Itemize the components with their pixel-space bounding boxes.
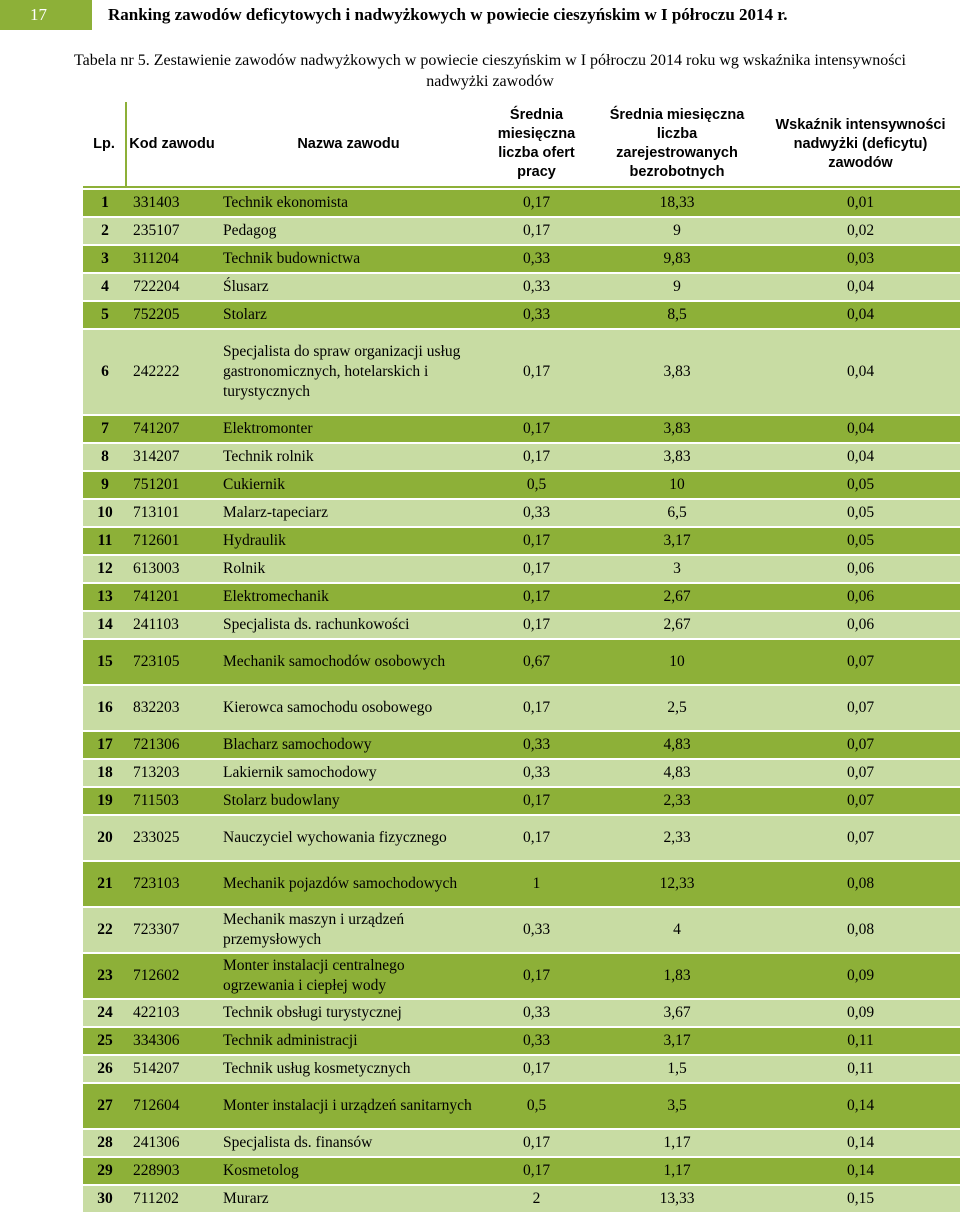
cell-bezrobotni: 3,83 — [593, 444, 761, 470]
cell-wskaznik: 0,04 — [761, 330, 960, 414]
cell-wskaznik: 0,08 — [761, 908, 960, 952]
table-row — [83, 1158, 960, 1184]
cell-lp: 15 — [83, 640, 127, 684]
cell-wskaznik: 0,07 — [761, 760, 960, 786]
column-header-wskaznik: Wskaźnik intensywności nadwyżki (deficytu) zawodów — [761, 102, 960, 188]
cell-kod: 235107 — [127, 218, 217, 244]
cell-nazwa: Hydraulik — [217, 528, 480, 554]
cell-wskaznik: 0,11 — [761, 1028, 960, 1054]
table-row — [83, 732, 960, 758]
cell-lp: 24 — [83, 1000, 127, 1026]
cell-kod: 334306 — [127, 1028, 217, 1054]
cell-lp: 23 — [83, 954, 127, 998]
cell-oferty: 0,33 — [480, 760, 593, 786]
cell-bezrobotni: 4,83 — [593, 760, 761, 786]
cell-wskaznik: 0,08 — [761, 862, 960, 906]
cell-bezrobotni: 3,17 — [593, 528, 761, 554]
cell-wskaznik: 0,06 — [761, 612, 960, 638]
table-row — [83, 556, 960, 582]
cell-oferty: 0,17 — [480, 954, 593, 998]
cell-lp: 2 — [83, 218, 127, 244]
cell-kod: 741207 — [127, 416, 217, 442]
cell-nazwa: Monter instalacji i urządzeń sanitarnych — [217, 1084, 480, 1128]
cell-bezrobotni: 1,83 — [593, 954, 761, 998]
cell-oferty: 0,33 — [480, 732, 593, 758]
table-row — [83, 444, 960, 470]
cell-lp: 26 — [83, 1056, 127, 1082]
cell-kod: 712604 — [127, 1084, 217, 1128]
cell-bezrobotni: 3,83 — [593, 416, 761, 442]
cell-oferty: 0,17 — [480, 816, 593, 860]
cell-bezrobotni: 18,33 — [593, 190, 761, 216]
table-row — [83, 1130, 960, 1156]
cell-kod: 722204 — [127, 274, 217, 300]
cell-lp: 6 — [83, 330, 127, 414]
cell-kod: 741201 — [127, 584, 217, 610]
cell-bezrobotni: 6,5 — [593, 500, 761, 526]
cell-nazwa: Mechanik samochodów osobowych — [217, 640, 480, 684]
cell-lp: 16 — [83, 686, 127, 730]
cell-wskaznik: 0,09 — [761, 1000, 960, 1026]
cell-kod: 721306 — [127, 732, 217, 758]
cell-nazwa: Mechanik maszyn i urządzeń przemysłowych — [217, 908, 480, 952]
cell-oferty: 0,17 — [480, 1056, 593, 1082]
cell-oferty: 0,33 — [480, 1000, 593, 1026]
cell-oferty: 0,17 — [480, 1130, 593, 1156]
cell-oferty: 0,17 — [480, 584, 593, 610]
cell-kod: 331403 — [127, 190, 217, 216]
cell-oferty: 0,5 — [480, 472, 593, 498]
cell-lp: 19 — [83, 788, 127, 814]
cell-oferty: 2 — [480, 1186, 593, 1212]
column-header-oferty: Średnia miesięczna liczba ofert pracy — [480, 102, 593, 188]
table-row — [83, 954, 960, 998]
cell-kod: 712601 — [127, 528, 217, 554]
cell-bezrobotni: 13,33 — [593, 1186, 761, 1212]
cell-nazwa: Specjalista ds. finansów — [217, 1130, 480, 1156]
table-row — [83, 330, 960, 414]
cell-nazwa: Technik rolnik — [217, 444, 480, 470]
cell-oferty: 0,33 — [480, 274, 593, 300]
cell-bezrobotni: 10 — [593, 472, 761, 498]
cell-oferty: 0,33 — [480, 908, 593, 952]
page-header — [0, 0, 960, 30]
cell-lp: 17 — [83, 732, 127, 758]
table-row — [83, 1028, 960, 1054]
cell-bezrobotni: 2,67 — [593, 584, 761, 610]
table-row — [83, 816, 960, 860]
cell-wskaznik: 0,09 — [761, 954, 960, 998]
table-body — [83, 190, 960, 1212]
cell-lp: 29 — [83, 1158, 127, 1184]
document-title: Ranking zawodów deficytowych i nadwyżkowych w powiecie cieszyńskim w I półroczu 2014 r. — [108, 5, 788, 24]
cell-nazwa: Stolarz budowlany — [217, 788, 480, 814]
cell-lp: 8 — [83, 444, 127, 470]
cell-lp: 5 — [83, 302, 127, 328]
cell-lp: 22 — [83, 908, 127, 952]
cell-nazwa: Elektromechanik — [217, 584, 480, 610]
table-row — [83, 416, 960, 442]
column-header-bezrobotni: Średnia miesięczna liczba zarejestrowanych bezrobotnych — [593, 102, 761, 188]
cell-oferty: 0,33 — [480, 500, 593, 526]
cell-wskaznik: 0,02 — [761, 218, 960, 244]
cell-lp: 21 — [83, 862, 127, 906]
cell-bezrobotni: 3,17 — [593, 1028, 761, 1054]
table-row — [83, 686, 960, 730]
table-row — [83, 908, 960, 952]
cell-lp: 13 — [83, 584, 127, 610]
cell-wskaznik: 0,11 — [761, 1056, 960, 1082]
cell-oferty: 0,17 — [480, 218, 593, 244]
table-row — [83, 862, 960, 906]
cell-lp: 18 — [83, 760, 127, 786]
cell-oferty: 0,17 — [480, 190, 593, 216]
cell-lp: 20 — [83, 816, 127, 860]
table-row — [83, 246, 960, 272]
cell-oferty: 0,17 — [480, 528, 593, 554]
cell-lp: 7 — [83, 416, 127, 442]
cell-bezrobotni: 9 — [593, 274, 761, 300]
cell-nazwa: Ślusarz — [217, 274, 480, 300]
cell-bezrobotni: 9 — [593, 218, 761, 244]
column-header-lp: Lp. — [83, 102, 127, 188]
cell-kod: 751201 — [127, 472, 217, 498]
cell-wskaznik: 0,05 — [761, 472, 960, 498]
cell-kod: 713203 — [127, 760, 217, 786]
page-number: 17 — [0, 0, 92, 30]
table-row — [83, 1084, 960, 1128]
cell-nazwa: Cukiernik — [217, 472, 480, 498]
cell-bezrobotni: 3 — [593, 556, 761, 582]
cell-bezrobotni: 10 — [593, 640, 761, 684]
cell-oferty: 0,67 — [480, 640, 593, 684]
cell-wskaznik: 0,07 — [761, 732, 960, 758]
cell-oferty: 0,17 — [480, 686, 593, 730]
cell-wskaznik: 0,07 — [761, 788, 960, 814]
cell-oferty: 0,17 — [480, 416, 593, 442]
cell-kod: 723103 — [127, 862, 217, 906]
cell-nazwa: Elektromonter — [217, 416, 480, 442]
cell-kod: 752205 — [127, 302, 217, 328]
surplus-occupations-table — [83, 100, 960, 1214]
cell-nazwa: Specjalista ds. rachunkowości — [217, 612, 480, 638]
table-row — [83, 302, 960, 328]
cell-bezrobotni: 3,5 — [593, 1084, 761, 1128]
column-header-nazwa: Nazwa zawodu — [217, 102, 480, 188]
cell-bezrobotni: 3,67 — [593, 1000, 761, 1026]
cell-bezrobotni: 9,83 — [593, 246, 761, 272]
cell-wskaznik: 0,04 — [761, 302, 960, 328]
cell-wskaznik: 0,07 — [761, 640, 960, 684]
cell-bezrobotni: 4 — [593, 908, 761, 952]
cell-kod: 241103 — [127, 612, 217, 638]
cell-wskaznik: 0,05 — [761, 500, 960, 526]
cell-lp: 28 — [83, 1130, 127, 1156]
cell-bezrobotni: 2,33 — [593, 816, 761, 860]
table-row — [83, 612, 960, 638]
cell-lp: 3 — [83, 246, 127, 272]
cell-wskaznik: 0,14 — [761, 1130, 960, 1156]
table-row — [83, 472, 960, 498]
cell-lp: 4 — [83, 274, 127, 300]
cell-oferty: 0,17 — [480, 1158, 593, 1184]
cell-bezrobotni: 2,5 — [593, 686, 761, 730]
cell-nazwa: Blacharz samochodowy — [217, 732, 480, 758]
cell-kod: 241306 — [127, 1130, 217, 1156]
cell-bezrobotni: 3,83 — [593, 330, 761, 414]
cell-wskaznik: 0,05 — [761, 528, 960, 554]
cell-oferty: 0,17 — [480, 612, 593, 638]
table-row — [83, 1056, 960, 1082]
cell-kod: 311204 — [127, 246, 217, 272]
cell-kod: 228903 — [127, 1158, 217, 1184]
table-row — [83, 1000, 960, 1026]
column-header-kod: Kod zawodu — [127, 102, 217, 188]
cell-bezrobotni: 4,83 — [593, 732, 761, 758]
cell-lp: 11 — [83, 528, 127, 554]
cell-bezrobotni: 2,67 — [593, 612, 761, 638]
cell-oferty: 0,17 — [480, 788, 593, 814]
table-row — [83, 528, 960, 554]
cell-wskaznik: 0,06 — [761, 556, 960, 582]
table-row — [83, 218, 960, 244]
table-row — [83, 584, 960, 610]
cell-nazwa: Monter instalacji centralnego ogrzewania i ciepłej wody — [217, 954, 480, 998]
cell-wskaznik: 0,07 — [761, 686, 960, 730]
table-row — [83, 500, 960, 526]
cell-nazwa: Mechanik pojazdów samochodowych — [217, 862, 480, 906]
cell-wskaznik: 0,04 — [761, 444, 960, 470]
cell-nazwa: Nauczyciel wychowania fizycznego — [217, 816, 480, 860]
cell-bezrobotni: 12,33 — [593, 862, 761, 906]
cell-lp: 1 — [83, 190, 127, 216]
cell-oferty: 0,17 — [480, 556, 593, 582]
cell-bezrobotni: 2,33 — [593, 788, 761, 814]
cell-nazwa: Stolarz — [217, 302, 480, 328]
cell-wskaznik: 0,03 — [761, 246, 960, 272]
cell-bezrobotni: 1,17 — [593, 1130, 761, 1156]
cell-nazwa: Pedagog — [217, 218, 480, 244]
table-row — [83, 788, 960, 814]
cell-nazwa: Malarz-tapeciarz — [217, 500, 480, 526]
cell-kod: 242222 — [127, 330, 217, 414]
cell-bezrobotni: 1,5 — [593, 1056, 761, 1082]
cell-lp: 12 — [83, 556, 127, 582]
cell-nazwa: Rolnik — [217, 556, 480, 582]
cell-wskaznik: 0,01 — [761, 190, 960, 216]
cell-kod: 514207 — [127, 1056, 217, 1082]
cell-kod: 712602 — [127, 954, 217, 998]
cell-nazwa: Murarz — [217, 1186, 480, 1212]
cell-oferty: 0,33 — [480, 1028, 593, 1054]
cell-lp: 30 — [83, 1186, 127, 1212]
cell-nazwa: Technik obsługi turystycznej — [217, 1000, 480, 1026]
cell-kod: 711503 — [127, 788, 217, 814]
cell-oferty: 0,33 — [480, 246, 593, 272]
cell-wskaznik: 0,14 — [761, 1084, 960, 1128]
cell-wskaznik: 0,14 — [761, 1158, 960, 1184]
cell-kod: 832203 — [127, 686, 217, 730]
cell-nazwa: Technik administracji — [217, 1028, 480, 1054]
cell-nazwa: Lakiernik samochodowy — [217, 760, 480, 786]
cell-oferty: 0,17 — [480, 444, 593, 470]
cell-kod: 314207 — [127, 444, 217, 470]
cell-oferty: 0,33 — [480, 302, 593, 328]
cell-kod: 723307 — [127, 908, 217, 952]
cell-bezrobotni: 1,17 — [593, 1158, 761, 1184]
table-row — [83, 640, 960, 684]
cell-wskaznik: 0,07 — [761, 816, 960, 860]
cell-lp: 27 — [83, 1084, 127, 1128]
table-row — [83, 190, 960, 216]
cell-wskaznik: 0,15 — [761, 1186, 960, 1212]
table-row — [83, 1186, 960, 1212]
cell-bezrobotni: 8,5 — [593, 302, 761, 328]
cell-nazwa: Technik usług kosmetycznych — [217, 1056, 480, 1082]
cell-kod: 713101 — [127, 500, 217, 526]
cell-kod: 711202 — [127, 1186, 217, 1212]
cell-wskaznik: 0,06 — [761, 584, 960, 610]
cell-kod: 613003 — [127, 556, 217, 582]
cell-kod: 723105 — [127, 640, 217, 684]
cell-kod: 422103 — [127, 1000, 217, 1026]
cell-lp: 10 — [83, 500, 127, 526]
table-row — [83, 274, 960, 300]
cell-wskaznik: 0,04 — [761, 416, 960, 442]
cell-lp: 14 — [83, 612, 127, 638]
cell-nazwa: Kosmetolog — [217, 1158, 480, 1184]
cell-kod: 233025 — [127, 816, 217, 860]
cell-oferty: 1 — [480, 862, 593, 906]
cell-nazwa: Technik ekonomista — [217, 190, 480, 216]
cell-wskaznik: 0,04 — [761, 274, 960, 300]
cell-nazwa: Specjalista do spraw organizacji usług gastronomicznych, hotelarskich i turystycznych — [217, 330, 480, 414]
cell-oferty: 0,17 — [480, 330, 593, 414]
table-caption: Tabela nr 5. Zestawienie zawodów nadwyżkowych w powiecie cieszyńskim w I półroczu 2014 roku wg wskaźnika intensywności nadwyżki zawodów — [74, 52, 906, 90]
cell-nazwa: Kierowca samochodu osobowego — [217, 686, 480, 730]
cell-oferty: 0,5 — [480, 1084, 593, 1128]
cell-lp: 25 — [83, 1028, 127, 1054]
cell-nazwa: Technik budownictwa — [217, 246, 480, 272]
cell-lp: 9 — [83, 472, 127, 498]
table-row — [83, 760, 960, 786]
